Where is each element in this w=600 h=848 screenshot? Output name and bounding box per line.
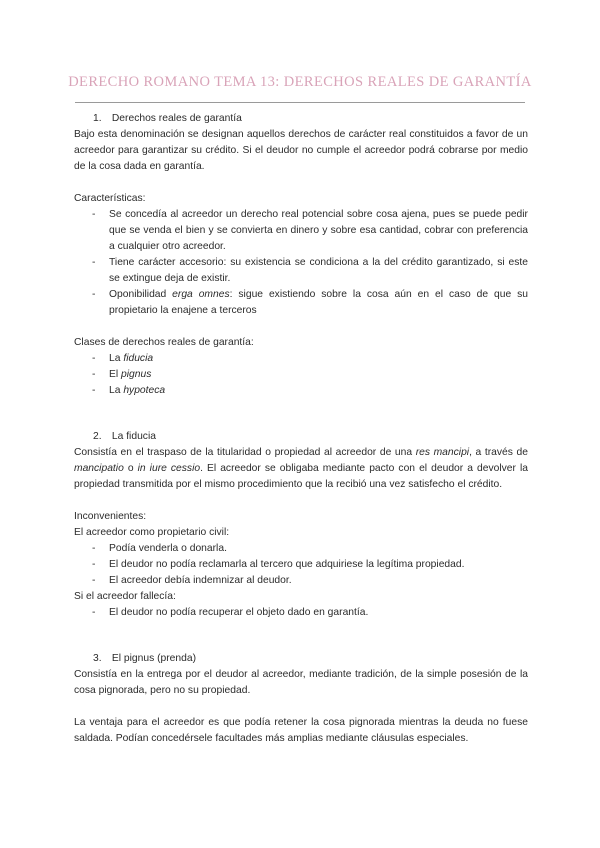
section-3-number: 3. bbox=[93, 653, 102, 664]
feature-item: - Oponibilidad erga omnes: sigue existiendo sobre la cosa aún en el caso de que su propietario la enajene a terceros bbox=[74, 287, 528, 319]
class-item: - La fiducia bbox=[74, 351, 528, 367]
death-label: Si el acreedor fallecía: bbox=[74, 591, 176, 602]
owner-item: - Podía venderla o donarla. bbox=[74, 541, 528, 557]
section-2-title: La fiducia bbox=[111, 431, 156, 442]
section-3-heading bbox=[74, 651, 528, 667]
owner-item: - El acreedor debía indemnizar al deudor. bbox=[74, 573, 528, 589]
features-label: Características: bbox=[74, 193, 146, 204]
section-1-intro: Bajo esta denominación se designan aquellos derechos de carácter real constituidos a favor de un acreedor para garantizar su crédito. Si el deudor no cumple el acreedor podrá cobrarse por medio de la cosa dada en garantía. bbox=[74, 129, 528, 172]
death-item: - El deudor no podía recuperar el objeto dado en garantía. bbox=[74, 605, 528, 621]
owner-list bbox=[74, 541, 528, 589]
class-item: - La hypoteca bbox=[74, 383, 528, 399]
document-body bbox=[74, 111, 528, 747]
section-2-number: 2. bbox=[93, 431, 102, 442]
feature-item: - Se concedía al acreedor un derecho real potencial sobre cosa ajena, pues se puede pedir que se venda el bien y se convierta en dinero y sobre esa cantidad, cobrar con preferencia a cualquier otro acreedor. bbox=[74, 207, 528, 255]
class-item: - El pignus bbox=[74, 367, 528, 383]
death-list bbox=[74, 605, 528, 621]
section-1-heading bbox=[74, 111, 528, 127]
section-3-title: El pignus (prenda) bbox=[111, 653, 197, 664]
owner-label: El acreedor como propietario civil: bbox=[74, 527, 230, 538]
section-3-paragraph-2: La ventaja para el acreedor es que podía retener la cosa pignorada mientras la deuda no fuese saldada. Podían concedérsele facultades más amplias mediante cláusulas especiales. bbox=[74, 717, 528, 744]
section-1-title: Derechos reales de garantía bbox=[111, 113, 242, 124]
classes-list bbox=[74, 351, 528, 399]
features-list bbox=[74, 207, 528, 319]
owner-item: - El deudor no podía reclamarla al tercero que adquiriese la legítima propiedad. bbox=[74, 557, 528, 573]
section-2-paragraph: Consistía en el traspaso de la titularidad o propiedad al acreedor de una res mancipi, a través de mancipatio o in iure cessio. El acreedor se obligaba mediante pacto con el deudor a devolver la propiedad transmitida por el mismo procedimiento que la recibió una vez satisfecho el crédito. bbox=[74, 447, 529, 490]
section-3-paragraph-1: Consistía en la entrega por el deudor al acreedor, mediante tradición, de la simple posesión de la cosa pignorada, pero no su propiedad. bbox=[74, 669, 528, 696]
feature-item: - Tiene carácter accesorio: su existencia se condiciona a la del crédito garantizado, si este se extingue deja de existir. bbox=[74, 255, 528, 287]
section-1-number: 1. bbox=[93, 113, 102, 124]
document-title: DERECHO ROMANO TEMA 13: DERECHOS REALES DE GARANTÍA bbox=[68, 74, 532, 90]
inconvenientes-label: Inconvenientes: bbox=[74, 511, 147, 522]
classes-label: Clases de derechos reales de garantía: bbox=[74, 337, 254, 348]
section-2-heading bbox=[74, 429, 528, 445]
title-divider bbox=[75, 102, 525, 103]
